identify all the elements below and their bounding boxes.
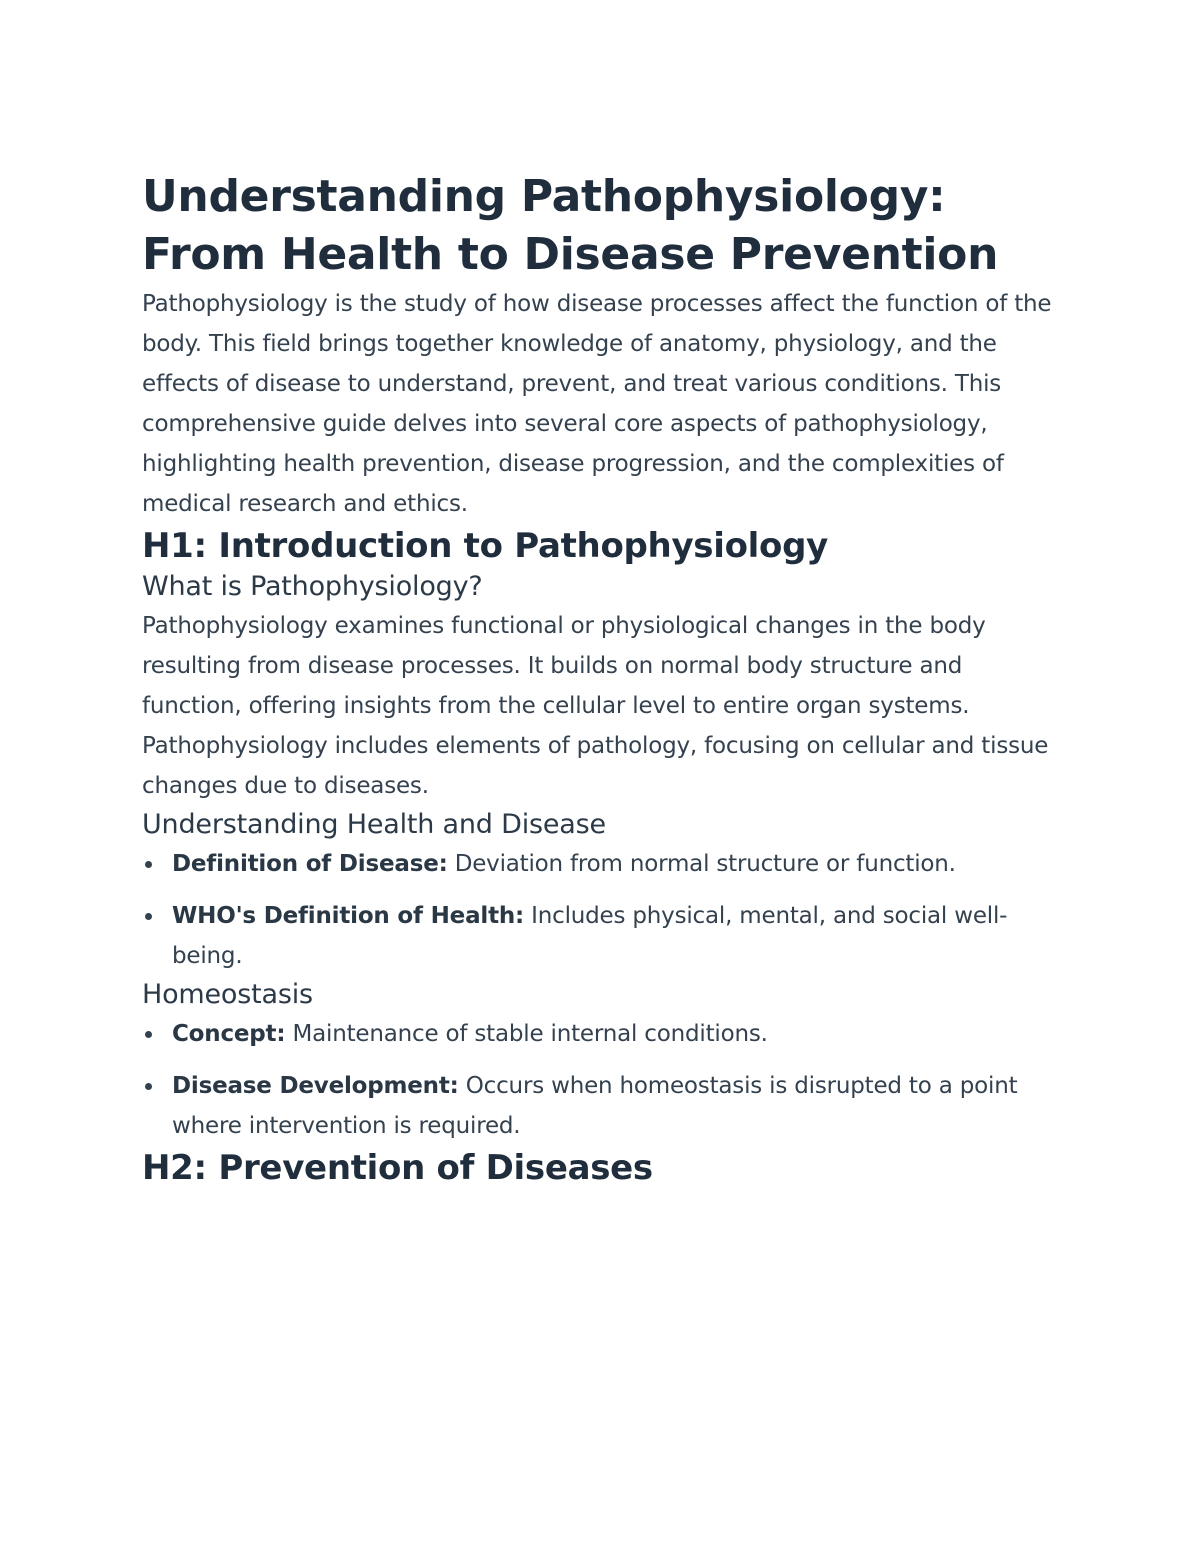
list-item: [142, 896, 1062, 976]
list-item: [142, 1066, 1062, 1146]
section-heading-introduction: H1: Introduction to Pathophysiology: [142, 526, 828, 566]
bullet-dot-icon: [145, 1031, 152, 1038]
list-item-text: Includes physical, mental, and social well-being.: [172, 903, 1008, 969]
what-is-paragraph: Pathophysiology examines functional or physiological changes in the body resulting from disease processes. It builds on normal body structure and function, offering insights from the cellular level to entire organ systems. Pathophysiology includes elements of pathology, focusing on cellular and tissue changes due to diseases.: [142, 613, 1049, 799]
subheading-what-is-pathophysiology: What is Pathophysiology?: [142, 571, 483, 602]
bullet-dot-icon: [145, 861, 152, 868]
subheading-homeostasis: Homeostasis: [142, 979, 313, 1010]
list-item-text: Deviation from normal structure or function.: [447, 851, 956, 877]
list-item-term: WHO's Definition of Health:: [172, 903, 525, 929]
section-heading-prevention: H2: Prevention of Diseases: [142, 1148, 653, 1188]
list-item-text: Maintenance of stable internal conditions.: [285, 1021, 768, 1047]
subheading-health-and-disease: Understanding Health and Disease: [142, 809, 606, 840]
list-item-text: Occurs when homeostasis is disrupted to a point where intervention is required.: [172, 1073, 1018, 1139]
bullet-dot-icon: [145, 913, 152, 920]
list-item: [142, 844, 1062, 884]
health-disease-list: [142, 844, 1062, 976]
document-page: [142, 168, 1062, 1190]
intro-paragraph: Pathophysiology is the study of how disease processes affect the function of the body. This field brings together knowledge of anatomy, physiology, and the effects of disease to understand, prevent, and treat various conditions. This comprehensive guide delves into several core aspects of pathophysiology, highlighting health prevention, disease progression, and the complexities of medical research and ethics.: [142, 291, 1052, 517]
document-title: Understanding Pathophysiology: From Health to Disease Prevention: [142, 171, 999, 280]
list-item-term: Disease Development:: [172, 1073, 459, 1099]
bullet-dot-icon: [145, 1083, 152, 1090]
list-item-term: Concept:: [172, 1021, 286, 1047]
homeostasis-list: [142, 1014, 1062, 1146]
list-item: [142, 1014, 1062, 1054]
list-item-term: Definition of Disease:: [172, 851, 448, 877]
